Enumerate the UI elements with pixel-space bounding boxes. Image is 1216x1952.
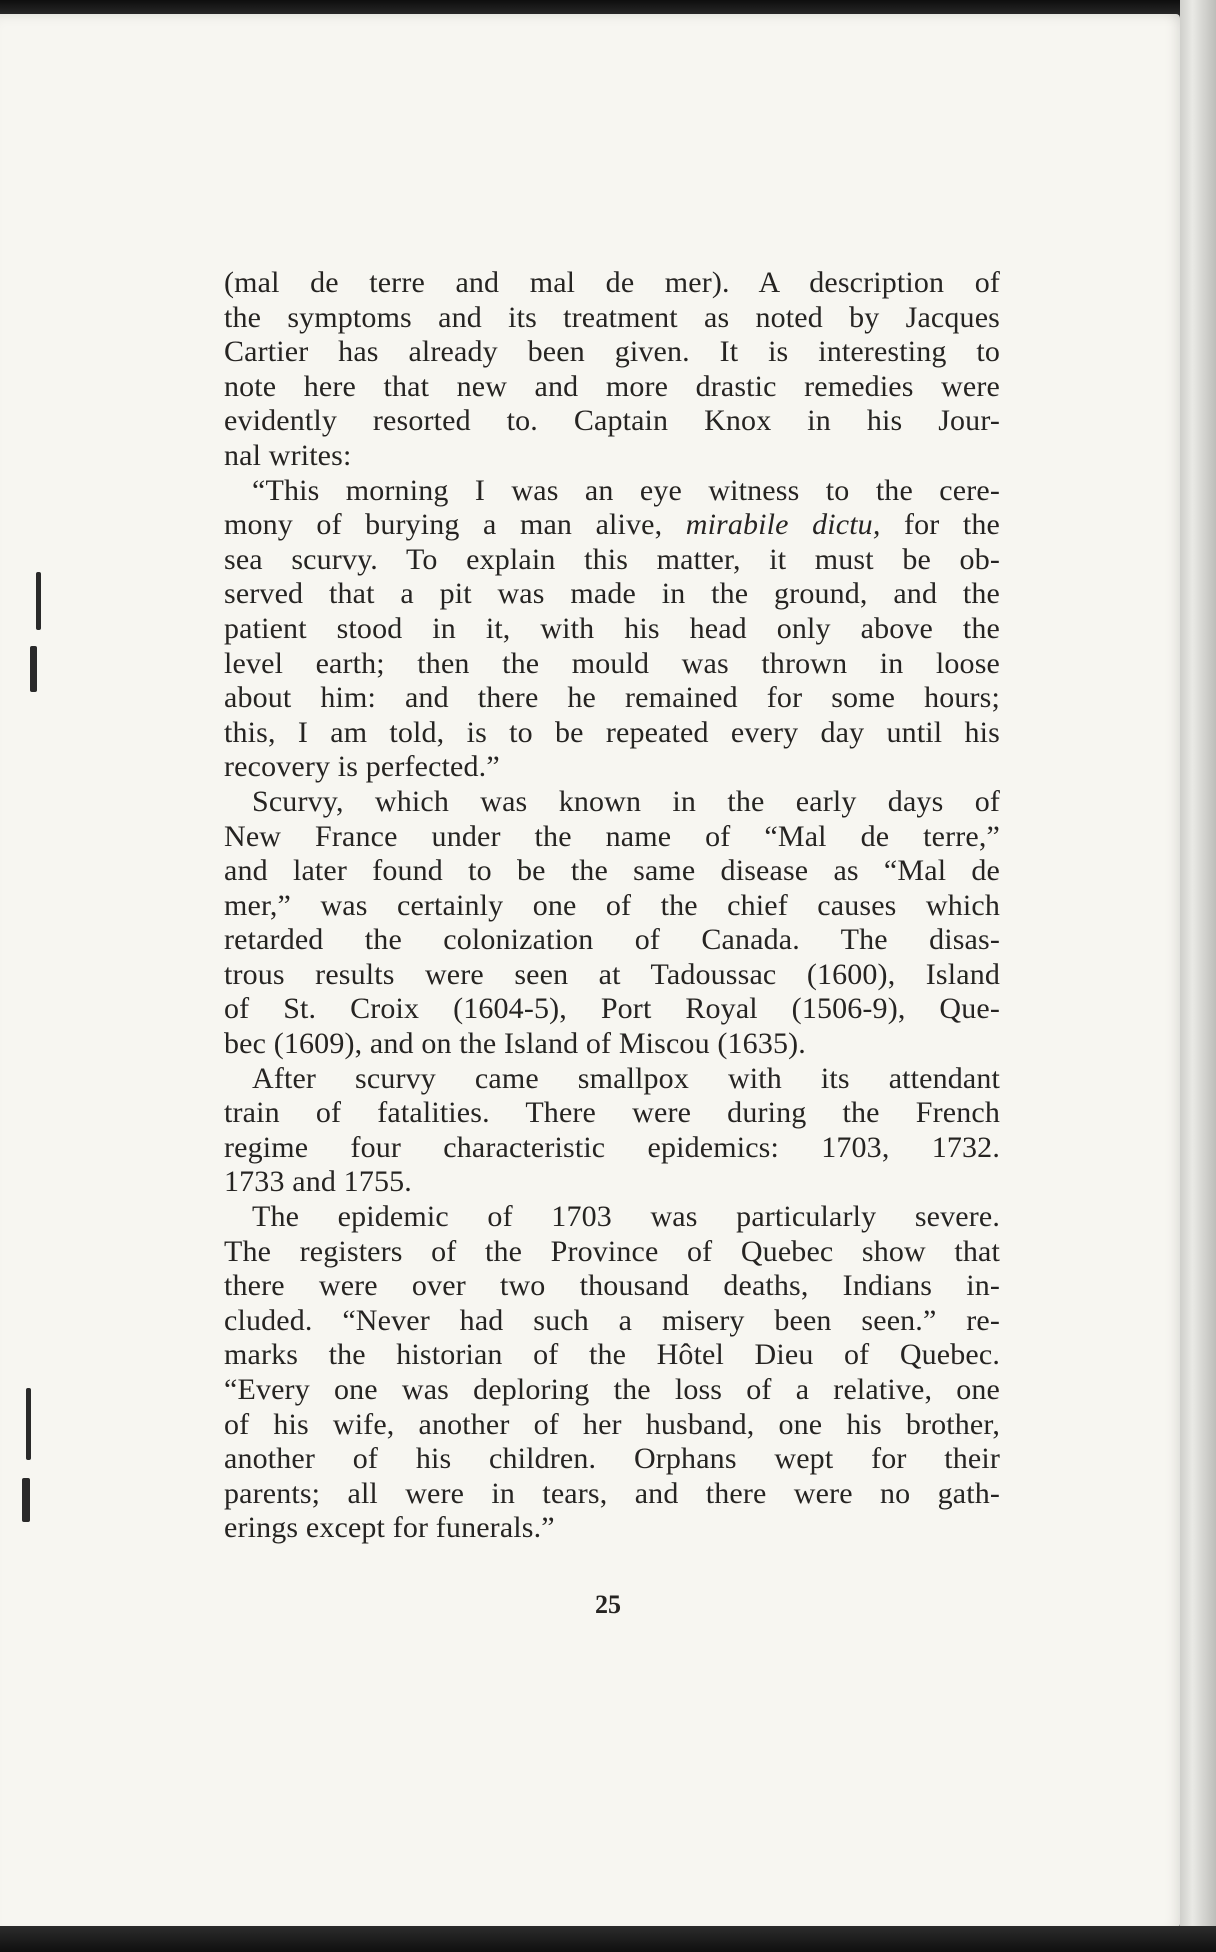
binding-mark [26, 1388, 31, 1460]
text-segment: for the [880, 508, 1000, 542]
text-line: “Every one was deploring the loss of a relative, one [224, 1373, 1000, 1406]
text-line: The registers of the Province of Quebec show that [224, 1234, 1000, 1268]
text-line: another of his children. Orphans wept for their [224, 1442, 1000, 1476]
text-line: (mal de terre and mal de mer). A description of [224, 266, 1000, 299]
scan-bottom-edge [0, 1926, 1216, 1952]
text-line: train of fatalities. There were during the French [224, 1096, 1000, 1130]
text-line: of his wife, another of her husband, one his brother, [224, 1407, 1000, 1441]
text-segment: mony of burying a man alive, [224, 508, 686, 542]
text-line: Cartier has already been given. It is interesting to [224, 335, 1000, 369]
text-line: parents; all were in tears, and there were no gath- [224, 1476, 1000, 1510]
text-line: marks the historian of the Hôtel Dieu of Quebec. [224, 1338, 1000, 1372]
quote-line: about him: and there he remained for some hours; [224, 681, 1000, 715]
quote-line: level earth; then the mould was thrown in loose [224, 646, 1000, 680]
text-line: evidently resorted to. Captain Knox in his Jour- [224, 404, 1000, 438]
text-line: 1733 and 1755. [224, 1165, 412, 1199]
text-line: After scurvy came smallpox with its attendant [252, 1061, 1000, 1095]
text-line: and later found to be the same disease as “Mal de [224, 854, 1000, 888]
quote-line: patient stood in it, with his head only above the [224, 611, 1000, 645]
binding-mark [22, 1478, 30, 1522]
text-line: bec (1609), and on the Island of Miscou (1635). [224, 1027, 806, 1061]
text-line: retarded the colonization of Canada. The disas- [224, 923, 1000, 957]
quote-line-italic [224, 508, 1000, 543]
quote-line: served that a pit was made in the ground, and the [224, 577, 1000, 611]
text-line: there were over two thousand deaths, Indians in- [224, 1269, 1000, 1303]
text-line: New France under the name of “Mal de terre,” [224, 819, 1000, 853]
text-line: Scurvy, which was known in the early days of [252, 784, 1000, 818]
text-line: cluded. “Never had such a misery been seen.” re- [224, 1303, 1000, 1337]
text-line: The epidemic of 1703 was particularly severe. [252, 1200, 1000, 1234]
text-line: of St. Croix (1604-5), Port Royal (1506-9), Que- [224, 992, 1000, 1026]
quote-line: sea scurvy. To explain this matter, it must be ob- [224, 542, 1000, 576]
body-text [224, 266, 1000, 1546]
page-number: 25 [595, 1590, 621, 1619]
text-line: trous results were seen at Tadoussac (1600), Island [224, 957, 1000, 991]
quote-line: this, I am told, is to be repeated every day until his [224, 715, 1000, 749]
binding-mark [30, 646, 37, 692]
text-line: note here that new and more drastic remedies were [224, 369, 1000, 403]
text-line: erings except for funerals.” [224, 1511, 555, 1545]
quote-line: “This morning I was an eye witness to the cere- [252, 473, 1000, 507]
text-line: regime four characteristic epidemics: 1703, 1732. [224, 1130, 1000, 1164]
text-line: nal writes: [224, 438, 352, 472]
text-line: the symptoms and its treatment as noted by Jacques [224, 300, 1000, 334]
quote-line: recovery is perfected.” [224, 750, 500, 784]
page-edge-strip [1180, 0, 1216, 1952]
text-line: mer,” was certainly one of the chief causes which [224, 888, 1000, 922]
binding-mark [36, 572, 41, 630]
italic-phrase: mirabile dictu, [685, 508, 881, 542]
